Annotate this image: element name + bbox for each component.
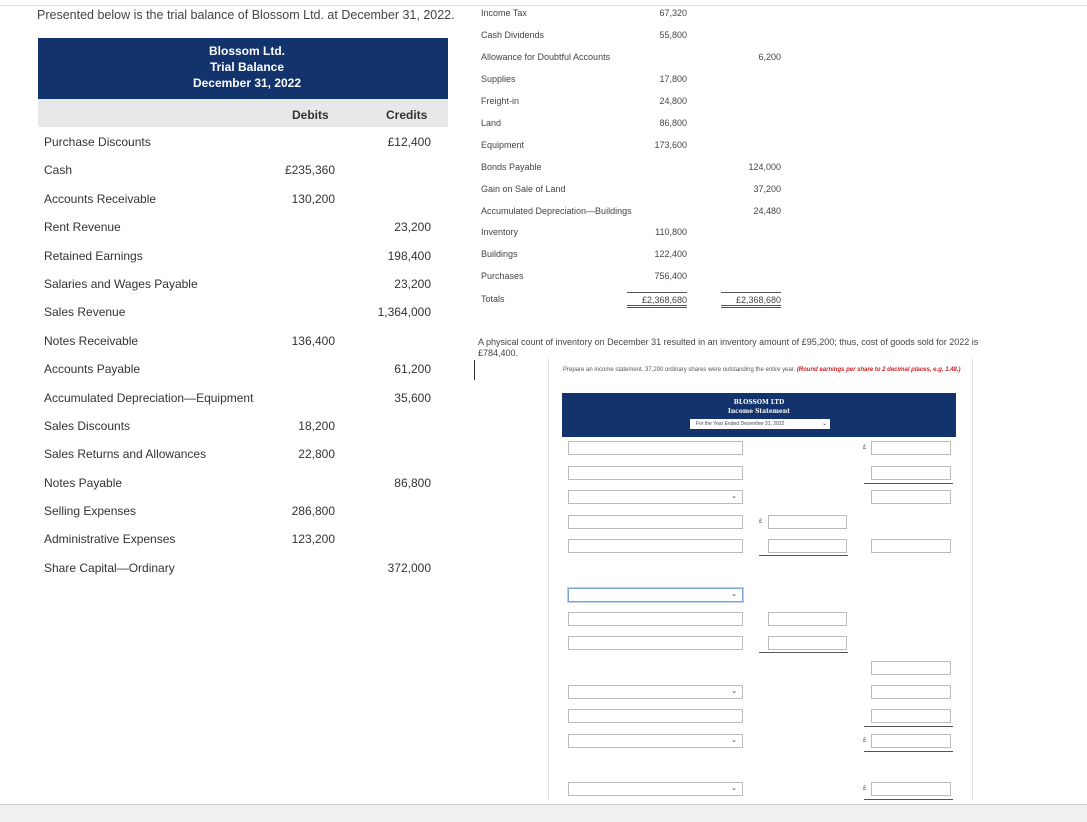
amount-input-column-1[interactable] bbox=[768, 515, 847, 529]
account-input[interactable] bbox=[568, 441, 743, 455]
credit-amount: 23,200 bbox=[394, 276, 431, 291]
credit-amount: 372,000 bbox=[387, 560, 431, 575]
amount-input-column-2[interactable] bbox=[871, 709, 951, 723]
credit-amount: 6,200 bbox=[758, 52, 781, 62]
account-input[interactable] bbox=[568, 539, 743, 553]
account-name: Freight-in bbox=[481, 96, 520, 106]
account-name: Gain on Sale of Land bbox=[481, 184, 566, 194]
amount-input-column-2[interactable] bbox=[871, 490, 951, 504]
debit-amount: 86,800 bbox=[659, 118, 687, 128]
income-statement-header bbox=[562, 393, 956, 437]
credit-amount: 37,200 bbox=[753, 184, 781, 194]
chevron-down-icon: ⌄ bbox=[821, 421, 827, 427]
chevron-down-icon: ⌄ bbox=[731, 591, 737, 598]
amount-input-column-2[interactable] bbox=[871, 661, 951, 675]
total-debits: £2,368,680 bbox=[627, 292, 687, 308]
credit-amount: 24,480 bbox=[753, 206, 781, 216]
account-name: Sales Returns and Allowances bbox=[44, 447, 207, 462]
table-row bbox=[38, 468, 448, 496]
debit-amount: 17,800 bbox=[659, 74, 687, 84]
table-row bbox=[481, 227, 791, 241]
trial-balance-header bbox=[38, 38, 448, 97]
account-input[interactable] bbox=[568, 636, 743, 650]
period-dropdown-value: For the Year Ended December 31, 2022 bbox=[696, 421, 785, 427]
account-name: Administrative Expenses bbox=[44, 532, 176, 547]
column-headers bbox=[38, 97, 448, 127]
is-company-name: BLOSSOM LTD bbox=[733, 399, 785, 406]
table-row bbox=[38, 127, 448, 155]
amount-input-column-2[interactable] bbox=[871, 466, 951, 480]
amount-input-column-2[interactable] bbox=[871, 734, 951, 748]
account-input[interactable] bbox=[568, 515, 743, 529]
credit-amount: 61,200 bbox=[394, 362, 431, 377]
credit-amount: 124,000 bbox=[748, 162, 781, 172]
debit-amount: 756,400 bbox=[654, 271, 687, 281]
account-name: Accumulated Depreciation—Buildings bbox=[481, 206, 632, 216]
amount-input-column-1[interactable] bbox=[768, 636, 847, 650]
credits-header: Credits bbox=[386, 108, 428, 122]
account-name: Selling Expenses bbox=[44, 504, 137, 519]
account-name: Purchase Discounts bbox=[44, 135, 151, 149]
table-row bbox=[38, 524, 448, 552]
credit-amount: 86,800 bbox=[394, 475, 431, 490]
debit-amount: 110,800 bbox=[655, 227, 687, 237]
debit-amount: 67,320 bbox=[659, 8, 687, 18]
account-name: Equipment bbox=[481, 140, 525, 150]
account-name: Land bbox=[481, 118, 502, 128]
table-row bbox=[481, 8, 791, 22]
account-name: Salaries and Wages Payable bbox=[44, 276, 198, 291]
debit-amount: 55,800 bbox=[659, 30, 687, 40]
debit-amount: 22,800 bbox=[298, 447, 335, 462]
amount-input-column-2[interactable] bbox=[871, 441, 951, 455]
account-dropdown[interactable] bbox=[568, 588, 743, 602]
chevron-down-icon: ⌄ bbox=[731, 785, 737, 792]
account-name: Rent Revenue bbox=[44, 220, 121, 235]
table-row bbox=[481, 118, 791, 132]
table-row bbox=[481, 74, 791, 88]
total-underline bbox=[864, 726, 953, 727]
rounding-instruction: (Round earnings per share to 2 decimal places, e.g. 1.48.) bbox=[796, 367, 961, 373]
account-name: Cash Dividends bbox=[481, 30, 545, 40]
text-cursor bbox=[474, 360, 475, 380]
currency-symbol: £ bbox=[759, 519, 763, 525]
amount-input-column-1[interactable] bbox=[768, 612, 847, 626]
account-dropdown[interactable] bbox=[568, 734, 743, 748]
table-row bbox=[38, 411, 448, 439]
total-underline bbox=[864, 483, 953, 484]
table-row bbox=[481, 52, 791, 66]
table-row bbox=[481, 206, 791, 220]
table-row bbox=[38, 269, 448, 297]
debit-amount: £235,360 bbox=[284, 163, 335, 178]
table-row bbox=[38, 326, 448, 354]
table-row bbox=[38, 155, 448, 183]
account-dropdown[interactable] bbox=[568, 685, 743, 699]
credit-amount: 35,600 bbox=[394, 390, 431, 405]
account-name: Notes Receivable bbox=[44, 333, 139, 348]
table-row bbox=[481, 271, 791, 285]
amount-input-column-1[interactable] bbox=[768, 539, 847, 553]
statement-title: Trial Balance bbox=[209, 60, 285, 74]
account-name: Accounts Receivable bbox=[44, 191, 157, 206]
credit-amount: £12,400 bbox=[387, 135, 431, 149]
subtotal-underline bbox=[759, 555, 848, 556]
amount-input-column-2[interactable] bbox=[871, 782, 951, 796]
account-name: Accounts Payable bbox=[44, 362, 141, 377]
credit-amount: 23,200 bbox=[394, 220, 431, 235]
table-row bbox=[38, 496, 448, 524]
account-name: Supplies bbox=[481, 74, 516, 84]
table-row bbox=[481, 249, 791, 263]
account-input[interactable] bbox=[568, 709, 743, 723]
inventory-note: A physical count of inventory on December 31 resulted in an inventory amount of £95,200; thus, cost of goods sold for 2022 is £784,400. bbox=[478, 337, 979, 358]
table-row bbox=[38, 354, 448, 382]
account-name: Cash bbox=[44, 163, 73, 178]
debit-amount: 173,600 bbox=[654, 140, 687, 150]
debit-amount: 130,200 bbox=[291, 191, 335, 206]
company-name: Blossom Ltd. bbox=[208, 44, 285, 58]
table-row bbox=[481, 140, 791, 154]
table-row bbox=[38, 241, 448, 269]
table-row bbox=[481, 96, 791, 110]
account-name: Income Tax bbox=[481, 8, 527, 18]
account-name: Bonds Payable bbox=[481, 162, 542, 172]
chevron-down-icon: ⌄ bbox=[731, 493, 737, 500]
amount-input-column-2[interactable] bbox=[871, 539, 951, 553]
debit-amount: 24,800 bbox=[659, 96, 687, 106]
debit-amount: 286,800 bbox=[291, 504, 335, 519]
account-dropdown[interactable] bbox=[568, 490, 743, 504]
totals-row bbox=[481, 292, 791, 306]
trial-balance-table bbox=[38, 38, 448, 581]
top-toolbar-edge bbox=[0, 0, 1087, 6]
total-underline bbox=[864, 751, 953, 752]
currency-symbol: £ bbox=[863, 786, 867, 792]
account-name: Notes Payable bbox=[44, 475, 123, 490]
is-title: Income Statement bbox=[728, 408, 790, 415]
table-row bbox=[38, 439, 448, 467]
total-underline bbox=[864, 799, 953, 800]
account-name: Sales Discounts bbox=[44, 418, 131, 433]
debit-amount: 136,400 bbox=[291, 333, 335, 348]
account-name: Accumulated Depreciation—Equipment bbox=[44, 390, 254, 405]
totals-label: Totals bbox=[481, 294, 505, 304]
subtotal-underline bbox=[759, 652, 848, 653]
debit-amount: 122,400 bbox=[654, 249, 687, 259]
table-row bbox=[38, 553, 448, 581]
account-input[interactable] bbox=[568, 612, 743, 626]
account-name: Allowance for Doubtful Accounts bbox=[481, 52, 611, 62]
trial-balance-rows bbox=[38, 127, 448, 581]
table-row bbox=[38, 212, 448, 240]
debits-header: Debits bbox=[292, 108, 329, 122]
statement-date: December 31, 2022 bbox=[192, 76, 302, 90]
credit-amount: 1,364,000 bbox=[377, 305, 431, 320]
bottom-bar bbox=[0, 804, 1087, 822]
chevron-down-icon: ⌄ bbox=[731, 737, 737, 744]
total-credits: £2,368,680 bbox=[721, 292, 781, 308]
table-row bbox=[481, 162, 791, 176]
currency-symbol: £ bbox=[863, 738, 867, 744]
account-name: Purchases bbox=[481, 271, 524, 281]
instructions bbox=[563, 365, 963, 375]
debit-amount: 123,200 bbox=[291, 532, 335, 547]
credit-amount: 198,400 bbox=[387, 248, 431, 263]
period-dropdown[interactable] bbox=[690, 419, 830, 429]
amount-input-column-2[interactable] bbox=[871, 685, 951, 699]
table-row bbox=[481, 30, 791, 44]
table-row bbox=[481, 184, 791, 198]
account-name: Sales Revenue bbox=[44, 305, 126, 320]
chevron-down-icon: ⌄ bbox=[731, 688, 737, 695]
account-name: Buildings bbox=[481, 249, 518, 259]
account-name: Share Capital—Ordinary bbox=[44, 560, 175, 575]
account-dropdown[interactable] bbox=[568, 782, 743, 796]
table-row bbox=[38, 383, 448, 411]
intro-text: Presented below is the trial balance of Blossom Ltd. at December 31, 2022. bbox=[37, 8, 455, 22]
table-row bbox=[38, 184, 448, 212]
account-name: Inventory bbox=[481, 227, 519, 237]
debit-amount: 18,200 bbox=[298, 418, 335, 433]
table-row bbox=[38, 297, 448, 325]
currency-symbol: £ bbox=[863, 445, 867, 451]
prompt-text: Prepare an income statement. 37,200 ordinary shares were outstanding the entire year. bbox=[563, 367, 796, 373]
account-input[interactable] bbox=[568, 466, 743, 480]
account-name: Retained Earnings bbox=[44, 248, 143, 263]
